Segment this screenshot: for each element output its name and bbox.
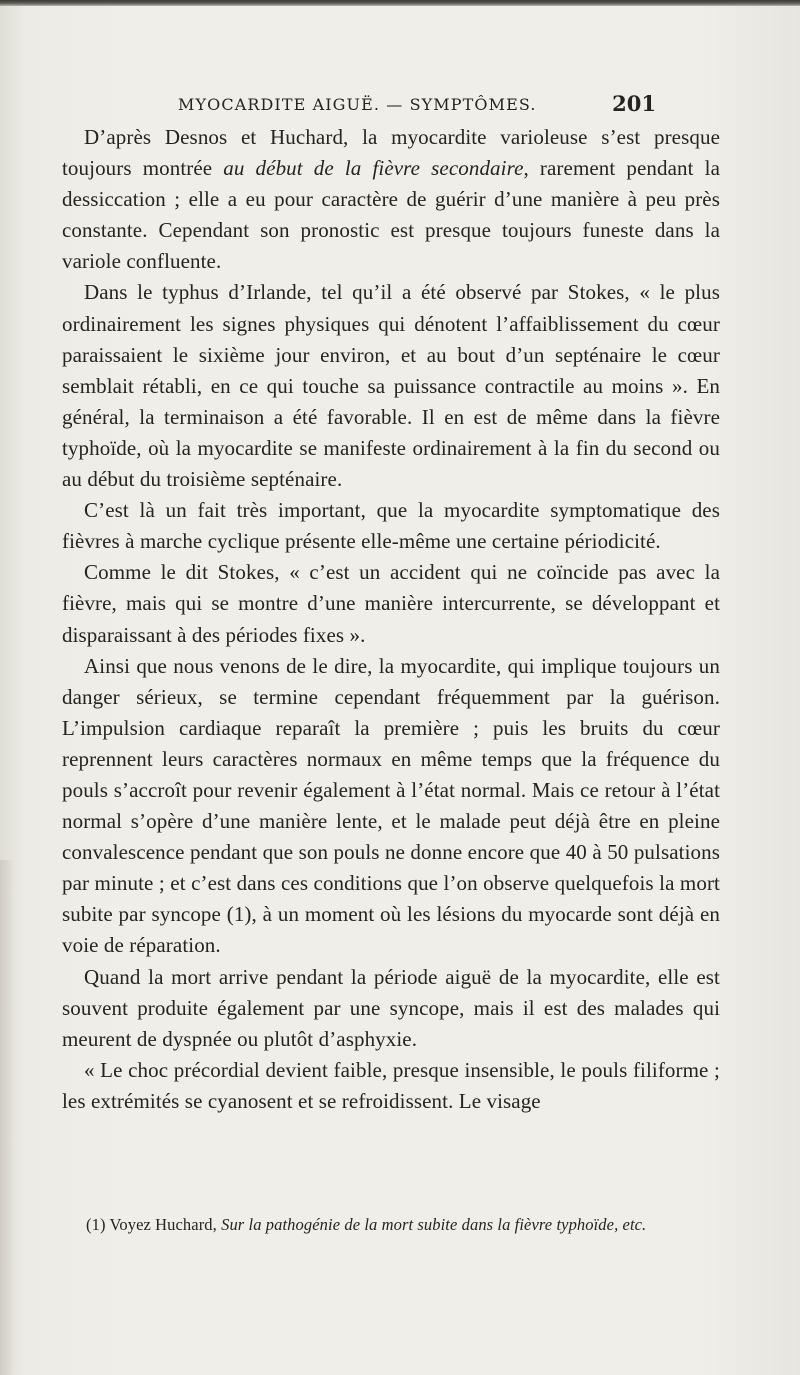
italic-run: au début de la fièvre secondaire (223, 156, 524, 181)
running-header (178, 93, 656, 119)
text-run: Comme le dit Stokes, « c’est un accident qui ne coïncide pas avec la fièvre, mais qui se montre d’une manière intercurrente, se développant et disparaissant à des périodes fixes ». (62, 560, 720, 647)
paragraph (62, 122, 720, 277)
paragraph (62, 277, 720, 495)
text-run: , rarement pendant la dessiccation ; elle a eu pour caractère de guérir d’une manière à peu près constante. Cependant son pronostic est presque toujours funeste dans la variole confluente. (62, 156, 720, 274)
text-run: Ainsi que nous venons de le dire, la myocardite, qui implique toujours un danger sérieux, se termine cependant fréquemment par la guérison. L’impulsion cardiaque reparaît la première ; puis les bruits du cœur reprennent leurs caractères normaux en même temps que la fréquence du pouls s’accroît pour revenir également à l’état normal. Mais ce retour à l’état normal s’opère d’une manière lente, et le malade peut déjà être en pleine convalescence pendant que son pouls ne donne encore que 40 à 50 pulsations par minute ; et c’est dans ces conditions que l’on observe quelquefois la mort subite par syncope (1), à un moment où les lésions du myocarde sont déjà en voie de réparation. (62, 653, 720, 958)
paragraph (62, 557, 720, 650)
text-run: D’après Desnos et Huchard, la myocardite varioleuse s’est presque toujours montrée (62, 125, 720, 181)
paragraph (62, 962, 720, 1055)
running-title: MYOCARDITE AIGUË. — SYMPTÔMES. (178, 95, 537, 114)
paragraph (62, 651, 720, 962)
footnote-text: Voyez Huchard, (105, 1215, 222, 1234)
text-run: Quand la mort arrive pendant la période aiguë de la myocardite, elle est souvent produite également par une syncope, mais il est des malades qui meurent de dyspnée ou plutôt d’asphyxie. (62, 964, 720, 1051)
paragraph (62, 1055, 720, 1117)
footnote-title: Sur la pathogénie de la mort subite dans la fièvre typhoïde, etc. (221, 1215, 647, 1234)
text-run: « Le choc précordial devient faible, presque insensible, le pouls filiforme ; les extrémités se cyanosent et se refroidissent. Le visage (62, 1057, 720, 1113)
page-top-edge (0, 0, 800, 6)
body-text (62, 122, 720, 1117)
page-number: 201 (612, 91, 656, 116)
paragraph (62, 495, 720, 557)
binding-shadow (0, 860, 14, 1375)
text-run: C’est là un fait très important, que la myocardite symptomatique des fièvres à marche cyclique présente elle-même une certaine périodicité. (62, 498, 720, 554)
text-run: Dans le typhus d’Irlande, tel qu’il a été observé par Stokes, « le plus ordinairement les signes physiques qui dénotent l’affaiblissement du cœur paraissaient le sixième jour environ, et au bout d’un septénaire le cœur semblait rétabli, en ce qui touche sa puissance contractile au moins ». En général, la terminaison a été favorable. Il en est de même dans la fièvre typhoïde, où la myocardite se manifeste ordinairement à la fin du second ou au début du troisième septénaire. (62, 280, 720, 492)
footnote-marker: (1) (86, 1215, 106, 1234)
footnote (86, 1214, 726, 1236)
